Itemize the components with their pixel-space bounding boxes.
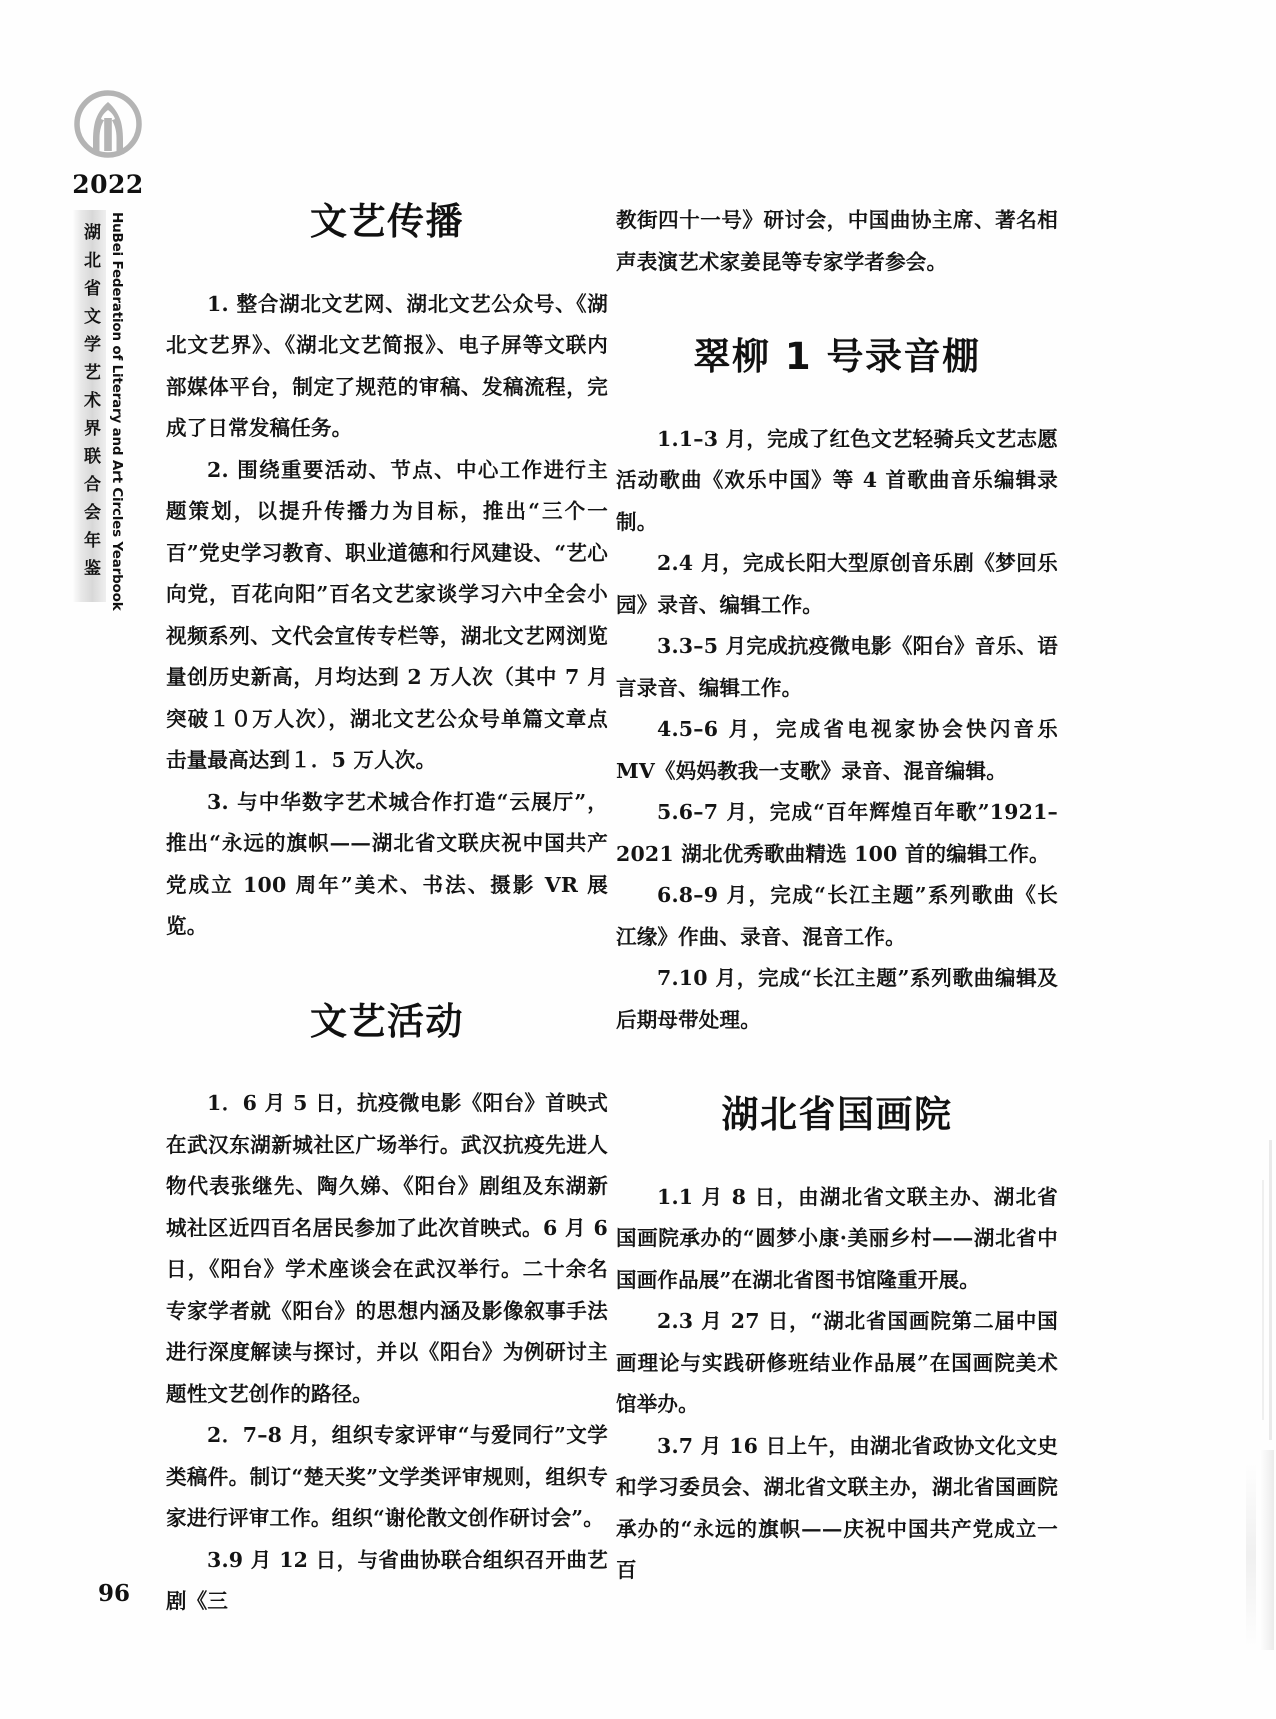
- paragraph: 2.4 月，完成长阳大型原创音乐剧《梦回乐园》录音、编辑工作。: [616, 551, 1058, 617]
- section-title-wenyi-chuanbo: 文艺传播: [310, 200, 464, 243]
- section-heading-block: [166, 948, 608, 1084]
- right-text-column: [616, 200, 1058, 1592]
- paragraph-continuation: 教街四十一号》研讨会，中国曲协主席、著名相声表演艺术家姜昆等专家学者参会。: [616, 208, 1058, 274]
- section-title-guohuayuan: 湖北省国画院: [721, 1093, 953, 1137]
- paragraph: 2. 围绕重要活动、节点、中心工作进行主题策划，以提升传播力为目标，推出“三个一百”党史学习教育、职业道德和行风建设、“艺心向党，百花向阳”百名文艺家谈学习六中全会小视频系列、文代会宣传专栏等，湖北文艺网浏览量创历史新高，月均达到 2 万人次（其中 7 月突破１０万人次），湖北文艺公众号单篇文章点击量最高达到１．5 万人次。: [166, 457, 608, 773]
- section-heading-block: [616, 283, 1058, 419]
- scan-edge-artifact: [1260, 1450, 1274, 1650]
- scan-edge-artifact: [1246, 1460, 1256, 1650]
- section-title-cuiliu-studio: 翠柳 1 号录音棚: [693, 335, 981, 378]
- paragraph: 1. 整合湖北文艺网、湖北文艺公众号、《湖北文艺界》、《湖北文艺简报》、电子屏等文联内部媒体平台，制定了规范的审稿、发稿流程，完成了日常发稿任务。: [166, 291, 608, 441]
- section-title-wenyi-huodong: 文艺活动: [310, 999, 464, 1043]
- paragraph: 5.6–7 月，完成“百年辉煌百年歌”1921–2021 湖北优秀歌曲精选 100 首的编辑工作。: [616, 800, 1058, 866]
- paragraph: 7.10 月，完成“长江主题”系列歌曲编辑及后期母带处理。: [616, 966, 1058, 1032]
- sidebar-title-english: HuBei Federation of Literary and Art Circles Yearbook: [109, 212, 125, 611]
- page-sidebar: [60, 88, 156, 1568]
- paragraph: 3.9 月 12 日，与省曲协联合组织召开曲艺剧《三: [166, 1547, 608, 1614]
- paragraph: 2.3 月 27 日，“湖北省国画院第二届中国画理论与实践研修班结业作品展”在国画院美术馆举办。: [616, 1309, 1058, 1417]
- section-heading-block: [616, 1041, 1058, 1177]
- paragraph: 1.1–3 月，完成了红色文艺轻骑兵文艺志愿活动歌曲《欢乐中国》等 4 首歌曲音乐编辑录制。: [616, 426, 1058, 534]
- scan-edge-artifact: [1262, 1180, 1264, 1420]
- paragraph: 3.7 月 16 日上午，由湖北省政协文化文史和学习委员会、湖北省文联主办，湖北省国画院承办的“永远的旗帜——庆祝中国共产党成立一百: [616, 1433, 1058, 1583]
- sidebar-title-chinese: 湖北省文学艺术界联合会年鉴: [80, 223, 100, 587]
- paragraph: 4.5–6 月，完成省电视家协会快闪音乐 MV《妈妈教我一支歌》录音、混音编辑。: [616, 717, 1058, 783]
- page-number: 96: [98, 1580, 131, 1607]
- left-text-column: [166, 200, 608, 1623]
- paragraph: 1．6 月 5 日，抗疫微电影《阳台》首映式在武汉东湖新城社区广场举行。武汉抗疫先进人物代表张继先、陶久娣、《阳台》剧组及东湖新城社区近四百名居民参加了此次首映式。6 月 6 日，《阳台》学术座谈会在武汉举行。二十余名专家学者就《阳台》的思想内涵及影像叙事手法进行深度解读与探讨，并以《阳台》为例研讨主题性文艺创作的路径。: [166, 1091, 608, 1406]
- paragraph: 2．7–8 月，组织专家评审“与爱同行”文学类稿件。制订“楚天奖”文学类评审规则，组织专家进行评审工作。组织“谢伦散文创作研讨会”。: [166, 1423, 608, 1531]
- paragraph: 1.1 月 8 日，由湖北省文联主办、湖北省国画院承办的“圆梦小康·美丽乡村——湖北省中国画作品展”在湖北省图书馆隆重开展。: [616, 1184, 1058, 1292]
- yearbook-year: 2022: [72, 170, 144, 199]
- paragraph: 6.8–9 月，完成“长江主题”系列歌曲《长江缘》作曲、录音、混音工作。: [616, 883, 1058, 949]
- paragraph: 3.3–5 月完成抗疫微电影《阳台》音乐、语言录音、编辑工作。: [616, 634, 1058, 700]
- scan-edge-artifact: [1269, 1140, 1272, 1440]
- paragraph: 3. 与中华数字艺术城合作打造“云展厅”，推出“永远的旗帜——湖北省文联庆祝中国共产党成立 100 周年”美术、书法、摄影 VR 展览。: [166, 789, 608, 939]
- hubei-federation-emblem-icon: [70, 88, 146, 164]
- sidebar-vertical-title: [72, 210, 144, 610]
- section-heading-block: [166, 200, 608, 284]
